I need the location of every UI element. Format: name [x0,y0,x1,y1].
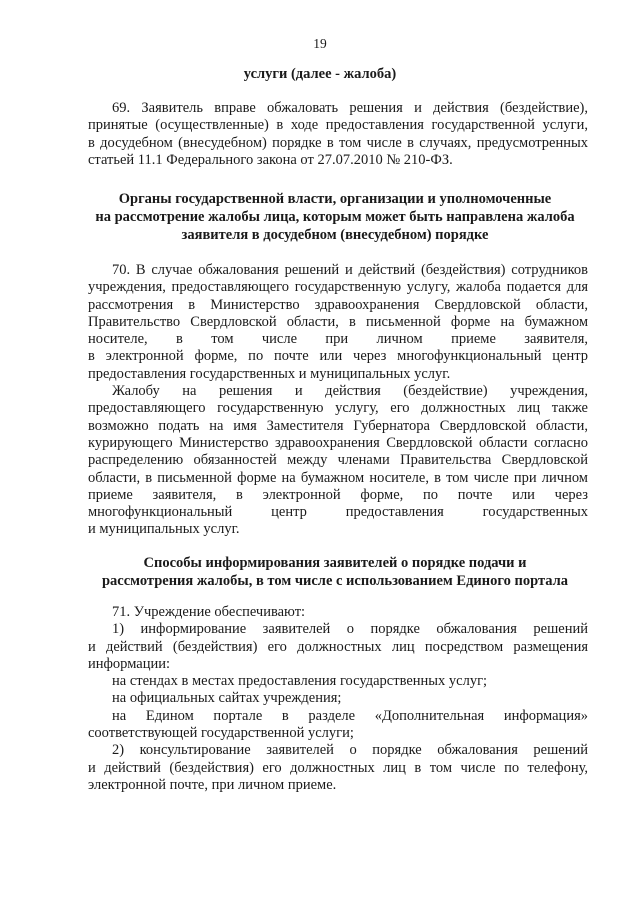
text-line: в досудебном (внесудебном) порядке в том числе в случаях, предусмотренных [88,134,588,151]
paragraph-69 [88,100,588,169]
section-subtitle: услуги (далее - жалоба) [243,66,397,82]
section-heading-complaint-bodies [70,190,600,244]
text-line: предоставления государственных и муниципальных услуг. [88,365,451,382]
paragraph-70 [88,262,588,539]
text-line: 1) информирование заявителей о порядке обжалования решений [112,621,588,638]
text-line: на Едином портале в разделе «Дополнительная информация» [112,707,588,724]
text-line: и действий (бездействия) его должностных лиц посредством размещения [88,638,588,655]
text-line: многофункциональный центр предоставления государственных [88,504,588,521]
text-line: 69. Заявитель вправе обжаловать решения и действия (бездействие), [112,100,588,116]
text-line: информации: [88,655,171,672]
paragraph-71 [88,604,588,794]
text-line: на официальных сайтах учреждения; [112,690,342,707]
heading-line: Способы информирования заявителей о порядке подачи и [143,555,527,571]
text-line: 70. В случае обжалования решений и действий (бездействия) сотрудников [112,262,588,278]
text-line: на стендах в местах предоставления государственных услуг; [112,673,488,690]
heading-line: рассмотрения жалобы, в том числе с использованием Единого портала [101,573,569,589]
text-line: рассмотрения в Министерство здравоохранения Свердловской области, [88,296,588,313]
text-line: соответствующей государственной услуги; [88,725,354,742]
heading-line: Органы государственной власти, организации и уполномоченные [118,191,552,207]
section-heading-informing-methods [70,554,600,590]
text-line: статьей 11.1 Федерального закона от 27.07.2010 № 210-ФЗ. [88,151,453,168]
text-line: области, в письменной форме на бумажном носителе, в том числе при личном [88,469,588,486]
text-line: Жалобу на решения и действия (бездействие) учреждения, [112,383,588,400]
text-line: в электронной форме, по почте или через многофункциональный центр [88,348,588,365]
text-line: и муниципальных услуг. [88,521,240,538]
text-line: приеме заявителя, в электронной форме, по почте или через [88,486,588,503]
text-line: 71. Учреждение обеспечивают: [112,604,306,620]
heading-line: заявителя в досудебном (внесудебном) порядке [181,227,489,243]
text-line: Правительство Свердловской области, в письменной форме на бумажном [88,313,588,330]
page-number: 19 [313,36,327,51]
text-line: носителе, в том числе при личном приеме заявителя, [88,331,588,348]
text-line: принятые (осуществленные) в ходе предоставления государственной услуги, [88,117,588,134]
heading-line: на рассмотрение жалобы лица, которым может быть направлена жалоба [95,209,575,225]
text-line: и действий (бездействия) его должностных лиц в том числе по телефону, [88,759,588,776]
text-line: курирующего Министерство здравоохранения Свердловской области согласно [88,434,588,451]
text-line: предоставляющего государственную услугу, его должностных лиц также [88,400,588,417]
text-line: учреждения, предоставляющего государственную услугу, жалоба подается для [88,279,588,296]
text-line: возможно подать на имя Заместителя Губернатора Свердловской области, [88,417,588,434]
text-line: электронной почте, при личном приеме. [88,776,337,793]
text-line: 2) консультирование заявителей о порядке обжалования решений [112,742,588,759]
text-line: распределению обязанностей между членами Правительства Свердловской [88,452,588,469]
